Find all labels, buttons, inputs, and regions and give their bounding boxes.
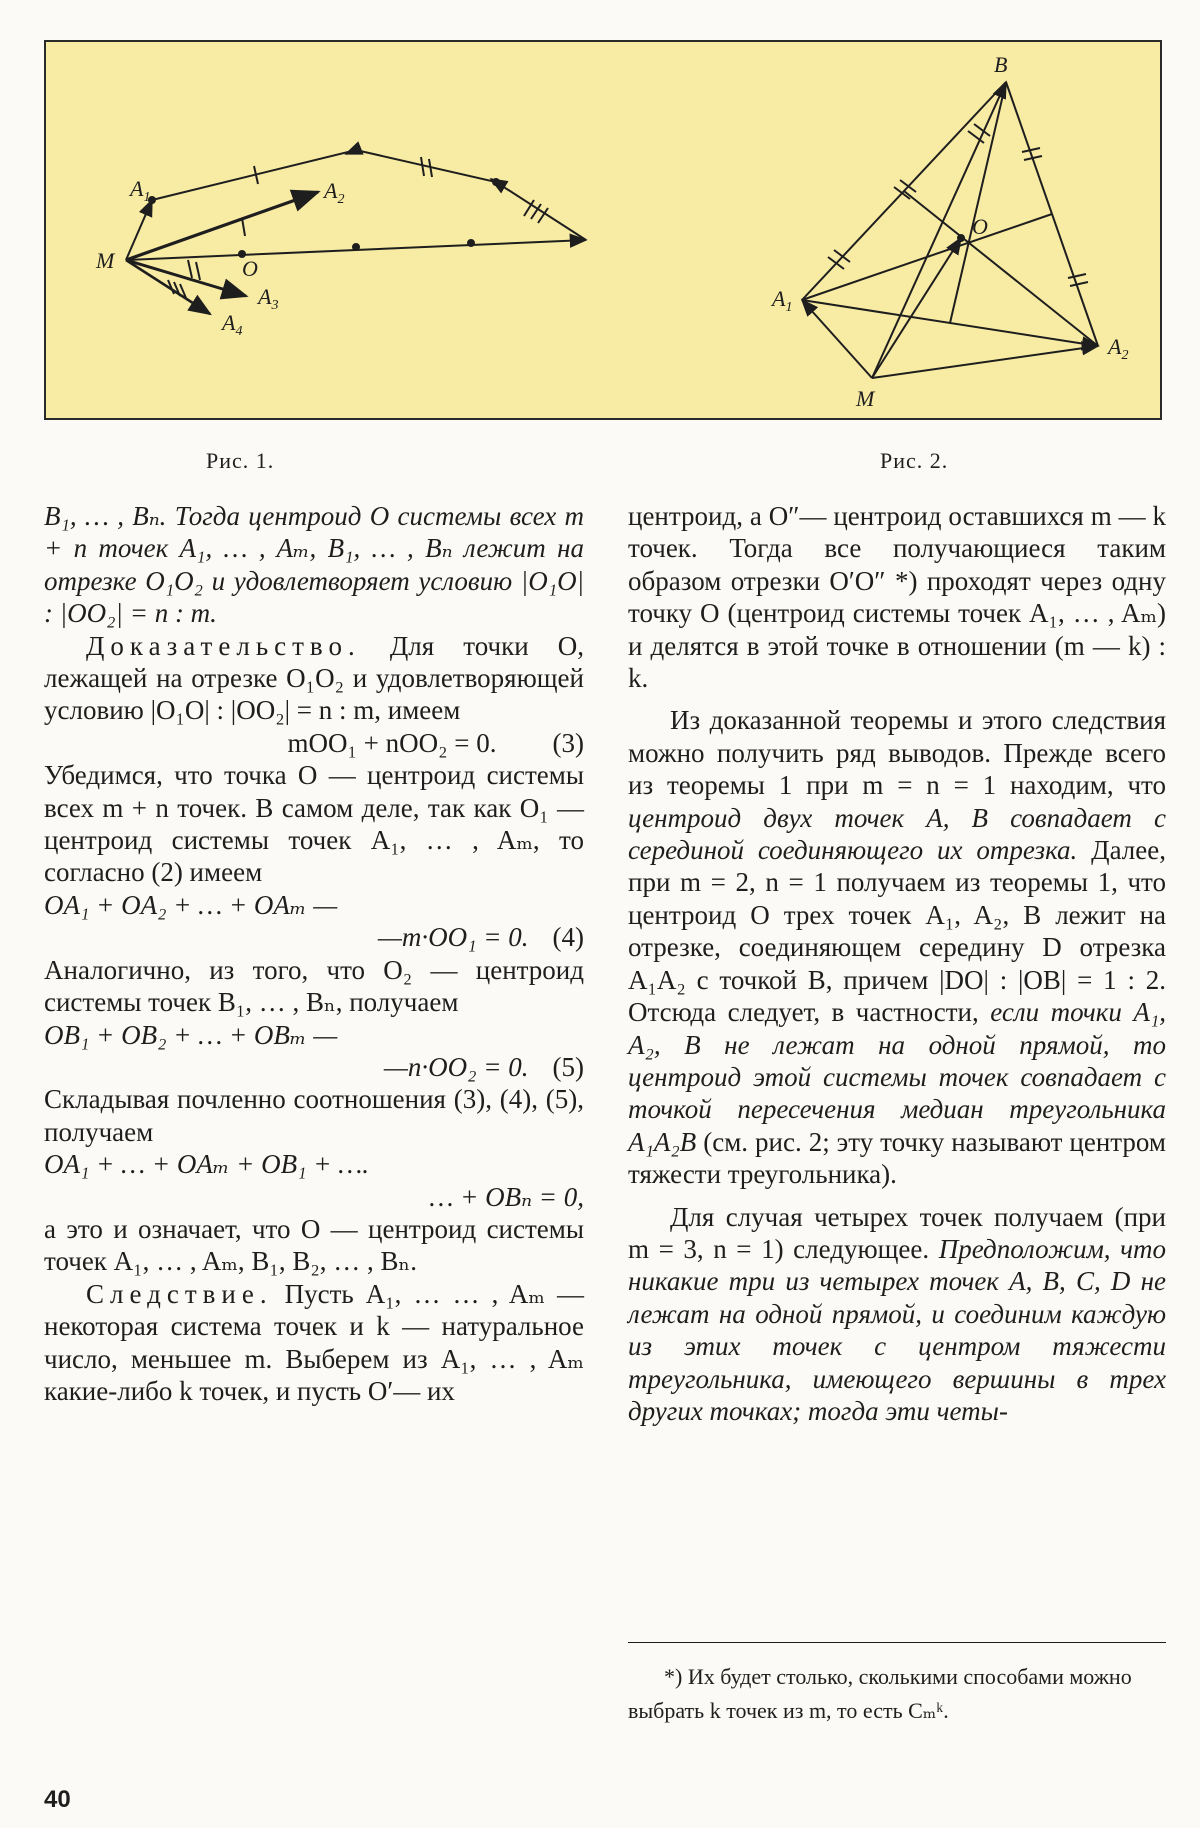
corollary-text: Пусть A₁, … … , Aₘ — некоторая система точек и k — натуральное число, меньшее m. Выберем из A₁, … , Aₘ какие-либо k точек, и пусть O′— их	[44, 1278, 585, 1406]
paragraph-conclusion: а это и означает, что O — центроид системы точек A₁, … , Aₘ, B₁, B₂, … , Bₙ.	[44, 1213, 584, 1277]
right-column	[628, 500, 1166, 1427]
label-B: B	[994, 52, 1008, 77]
proof-text: Для точки O, лежащей на отрезке O₁O₂ и удовлетворяющей условию |O₁O| : |OO₂| = n : m, имеем	[44, 630, 585, 726]
equation-3: mOO₁ + nOO₂ = 0. (3)	[287, 727, 584, 758]
paragraph-analogous: Аналогично, из того, что O₂ — центроид системы точек B₁, … , Bₙ, получаем	[44, 954, 584, 1018]
left-column	[44, 500, 584, 1407]
equation-6-line-2: … + OBₙ = 0,	[429, 1181, 584, 1212]
vector-MA2	[872, 346, 1098, 378]
equation-6-line-1: OA₁ + … + OAₘ + OB₁ + ….	[44, 1149, 369, 1180]
median-A1	[802, 214, 1052, 300]
label-M: M	[96, 248, 115, 273]
median-A2	[904, 191, 1098, 346]
equation-5-line-1: OB₁ + OB₂ + … + OBₘ —	[44, 1019, 338, 1050]
theorem-continuation: B₁, … , Bₙ. Тогда центроид O системы всех m + n точек A₁, … , Aₘ, B₁, … , Bₙ лежит на отрезке O₁O₂ и удовлетворяет условию |O₁O| : |OO₂| = n : m.	[44, 501, 584, 629]
corollary-label: Следствие.	[86, 1278, 273, 1309]
label-M-fig2: M	[856, 386, 875, 411]
vector-MA1	[802, 300, 872, 378]
caption-fig1: Рис. 1.	[206, 448, 275, 473]
paragraph-four-points: Для случая четырех точек получаем (при m = 3, n = 1) следующее. Предположим, что никакие три из четырех точек A, B, C, D не лежат на одной прямой, и соединим каждую из этих точек с центром тяжести треугольника, имеющего вершины в трех других точках; тогда эти четы-	[628, 1201, 1167, 1426]
label-A2-fig2: $A_2$	[1108, 334, 1129, 363]
figures-svg	[46, 42, 1164, 422]
label-O-fig2: O	[972, 214, 988, 239]
figure-2-diagram	[802, 82, 1098, 378]
equation-5-line-2: —n·OO₂ = 0. (5)	[383, 1051, 584, 1082]
figure-1-diagram	[126, 147, 586, 314]
vector-MO	[872, 238, 961, 378]
label-A3: $A_3$	[258, 284, 279, 313]
label-A4: $A_4$	[222, 310, 243, 339]
label-A1-fig2: $A_1$	[772, 286, 793, 315]
proof-label: Доказательство.	[86, 630, 361, 661]
label-A2: $A_2$	[324, 178, 345, 207]
vector-MA3	[126, 260, 246, 296]
paragraph-conclusions: Из доказанной теоремы и этого следствия можно получить ряд выводов. Прежде всего из теоремы 1 при m = n = 1 находим, что центроид двух точек A, B совпадает с серединой соединяющего их отрезка. Далее, при m = 2, n = 1 получаем из теоремы 1, что центроид O трех точек A₁, A₂, B лежит на отрезке, соединяющем середину D отрезка A₁A₂ с точкой B, причем |DO| : |OB| = 1 : 2. Отсюда следует, в частности, если точки A₁, A₂, B не лежат на одной прямой, то центроид этой системы точек совпадает с точкой пересечения медиан треугольника A₁A₂B (см. рис. 2; эту точку называют центром тяжести треугольника).	[628, 705, 1167, 1190]
corollary-continuation: центроид, а O″— центроид оставшихся m — k точек. Тогда все получающиеся таким образом отрезки O′O″ *) проходят через одну точку O (центроид системы точек A₁, … , Aₘ) и делятся в этой точке в отношении (m — k) : k.	[628, 501, 1166, 694]
paragraph-centroid-check: Убедимся, что точка O — центроид системы всех m + n точек. В самом деле, так как O₁ — центроид системы точек A₁, … , Aₘ, то согласно (2) имеем	[44, 760, 584, 888]
paragraph-summing: Складывая почленно соотношения (3), (4), (5), получаем	[44, 1084, 584, 1147]
equation-4-line-2: —m·OO₁ = 0. (4)	[377, 922, 584, 953]
caption-fig2: Рис. 2.	[880, 448, 949, 473]
footnote: *) Их будет столько, сколькими способами можно выбрать k точек из m, то есть Cₘᵏ.	[628, 1664, 1132, 1723]
equation-4-line-1: OA₁ + OA₂ + … + OAₘ —	[44, 889, 338, 920]
footnote-rule	[628, 1642, 1166, 1643]
figure-panel	[44, 40, 1162, 420]
label-A1: $A_1$	[130, 176, 151, 205]
page-number: 40	[44, 1786, 71, 1813]
label-O: O	[242, 256, 258, 281]
median-B	[950, 82, 1006, 323]
